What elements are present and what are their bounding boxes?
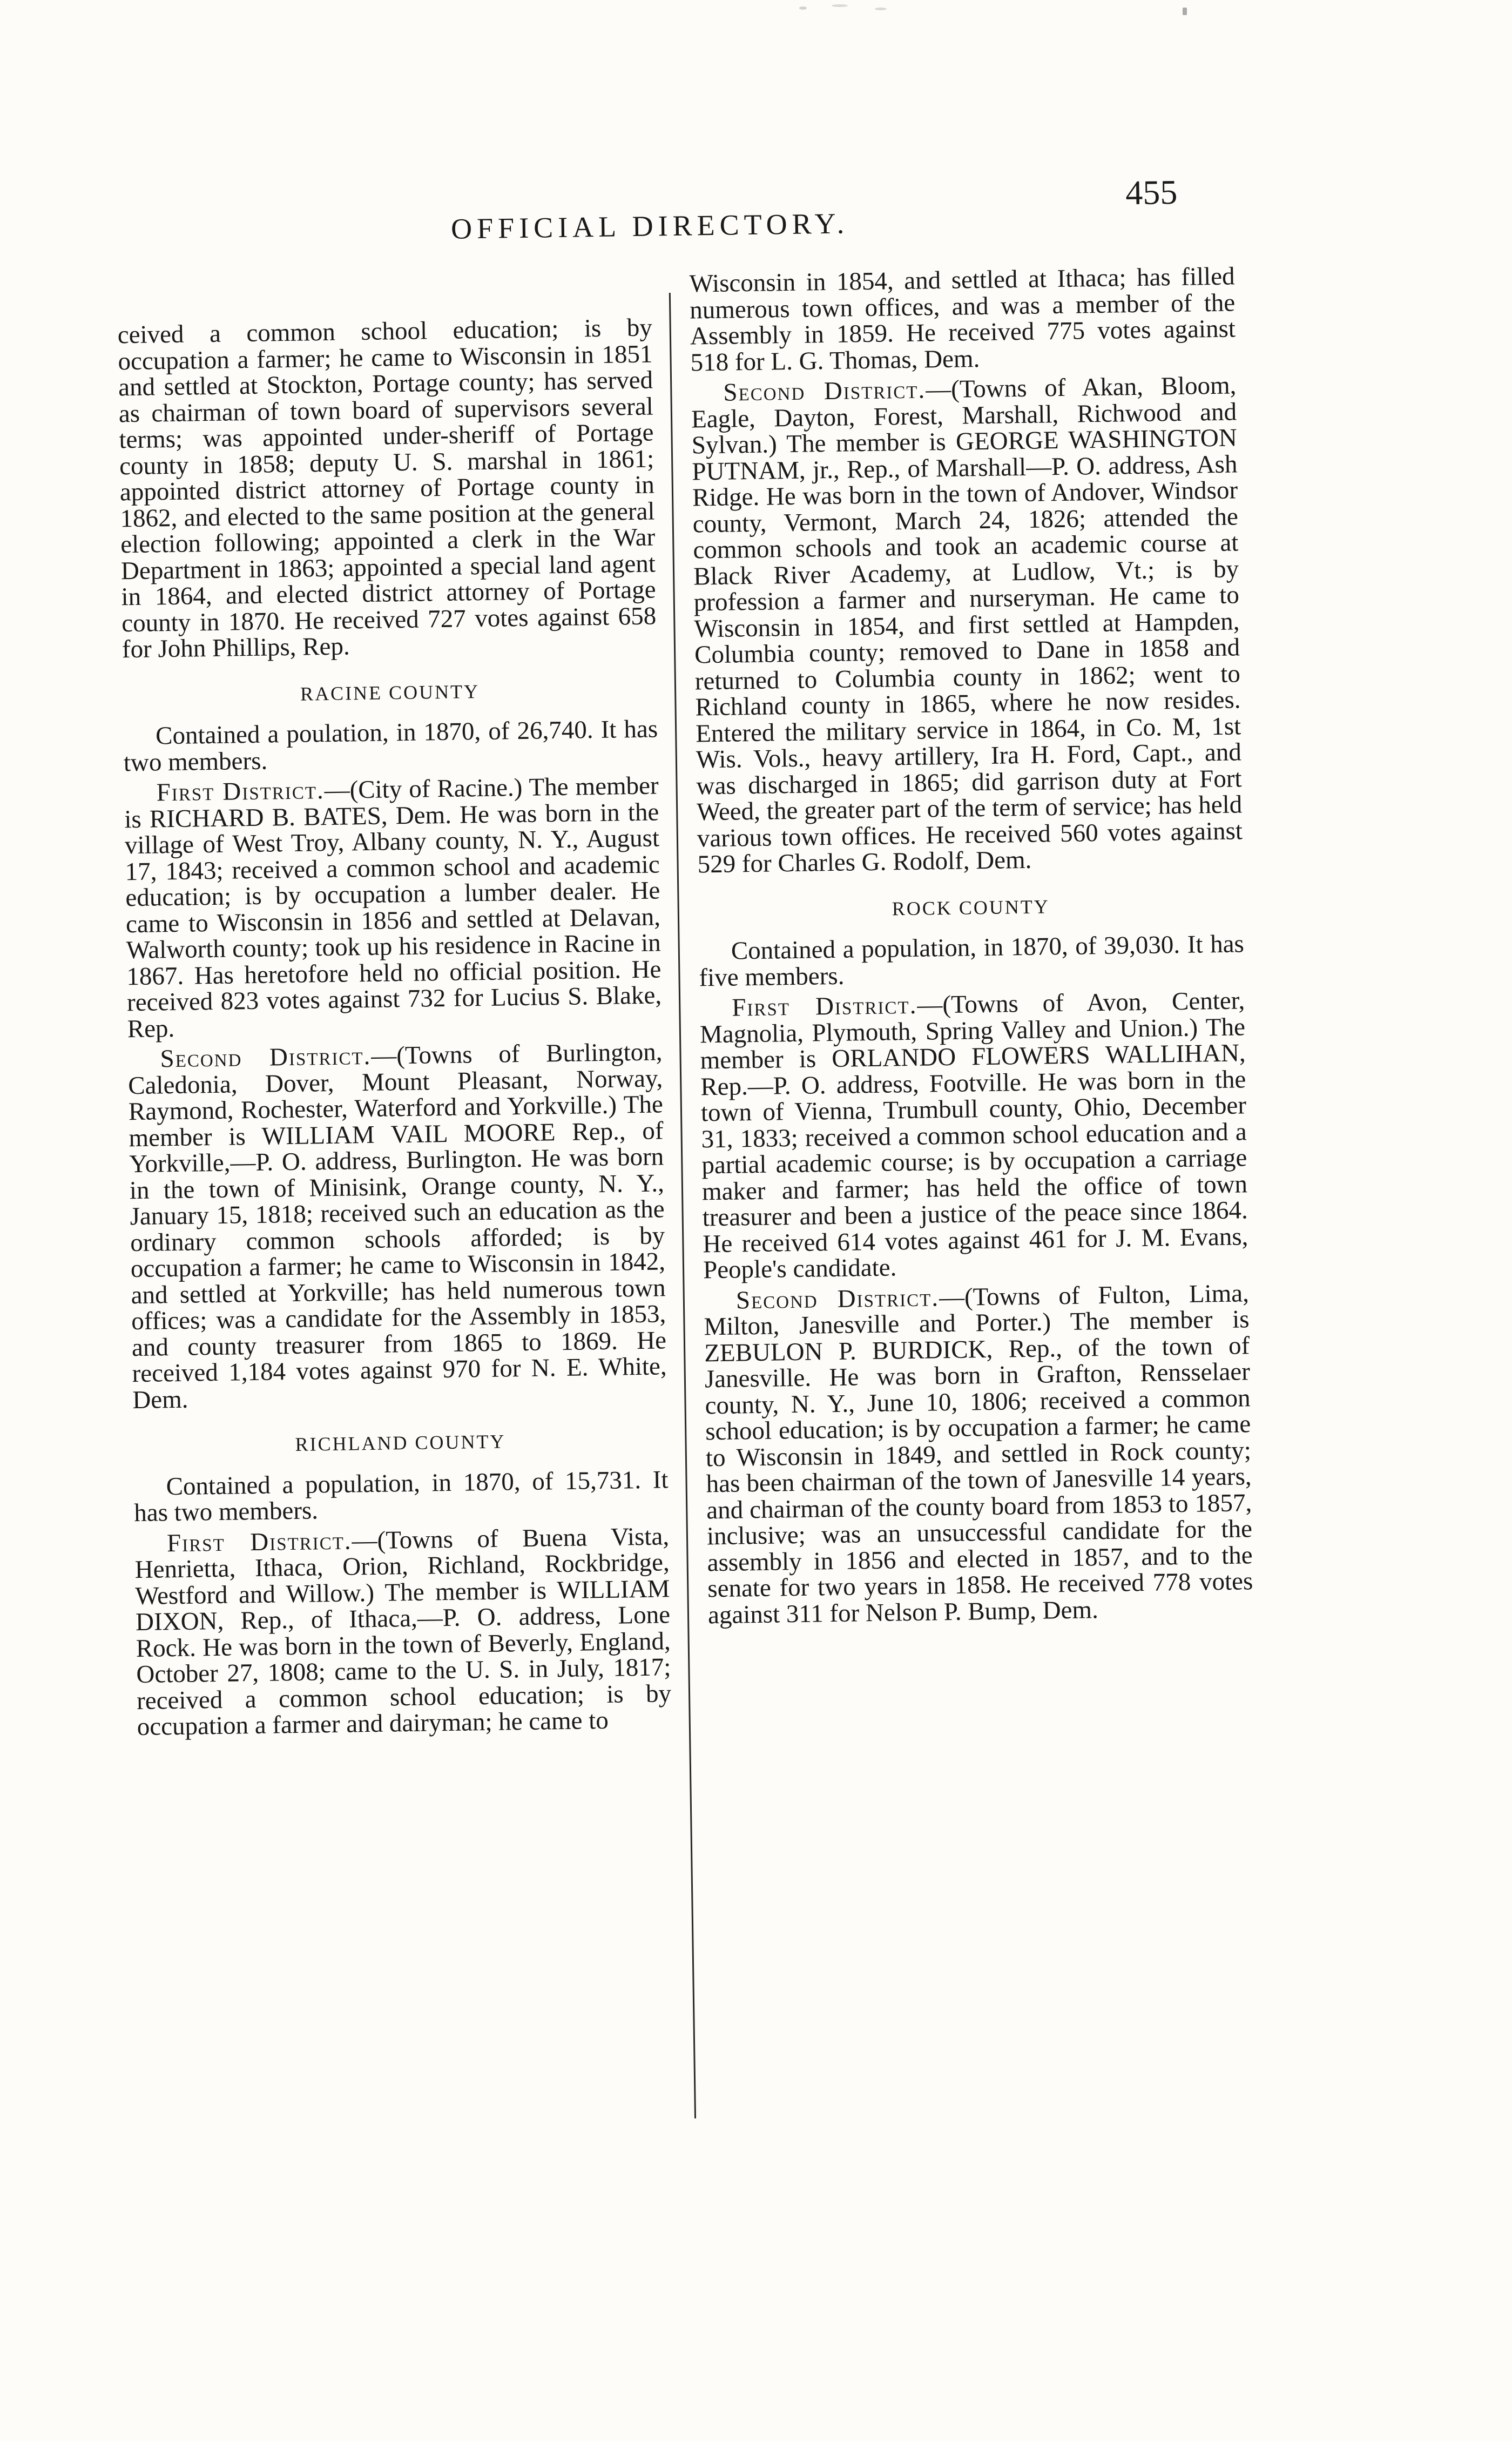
racine-population: Contained a poulation, in 1870, of 26,740. It has two members. bbox=[123, 715, 658, 777]
scan-speck bbox=[832, 4, 848, 7]
racine-second-district bbox=[127, 1039, 667, 1413]
county-heading-racine: RACINE COUNTY bbox=[300, 680, 480, 705]
scan-speck bbox=[1183, 8, 1187, 15]
scan-speck bbox=[799, 6, 807, 10]
district-label: First District. bbox=[731, 991, 917, 1022]
continued-paragraph: ceived a common school education; is by occupation a farmer; he came to Wisconsin in 1851 and settled at Stockton, Portage county; has served as chairman of town board of supervisors several terms; was appointed under-sheriff of Portage county in 1858; deputy U. S. marshal in 1861; appointed district attorney of Portage county in 1862, and elected to the same position at the general election following; appointed a clerk in the War Department in 1863; appointed a special land agent in 1864, and elected district attorney of Portage county in 1870. He received 727 votes against 658 for John Phillips, Rep. bbox=[117, 313, 657, 664]
right-column bbox=[689, 263, 1253, 1628]
richland-first-district bbox=[134, 1523, 672, 1740]
district-label: First District. bbox=[166, 1527, 352, 1557]
richland-second-district bbox=[691, 372, 1243, 878]
left-column bbox=[117, 315, 672, 1740]
continued-paragraph: Wisconsin in 1854, and settled at Ithaca; has filled numerous town offices, and was a member of the Assembly in 1859. He received 775 votes against 518 for L. G. Thomas, Dem. bbox=[689, 262, 1236, 377]
column-divider bbox=[669, 293, 696, 2119]
district-text: —(Towns of Akan, Bloom, Eagle, Dayton, Forest, Marshall, Richwood and Sylvan.) The member is GEORGE WASHINGTON PUTNAM, jr., Rep., of Marshall—P. O. address, Ash Ridge. He was born in the town of Andover, Windsor county, Vermont, March 24, 1826; attended the common schools and took an academic course at Black River Academy, at Ludlow, Vt.; is by profession a farmer and nurseryman. He came to Wisconsin in 1854, and first settled at Hampden, Columbia county; removed to Dane in 1858 and returned to Columbia county in 1862; went to Richland county in 1865, where he now resides. Entered the military service in 1864, in Co. M, 1st Wis. Vols., heavy artillery, Ira H. Ford, Capt., and was discharged in 1865; did garrison duty at Fort Weed, the greater part of the term of service; has held various town offices. He received 560 votes against 529 for Charles G. Rodolf, Dem. bbox=[691, 371, 1243, 879]
county-heading-rock: ROCK COUNTY bbox=[892, 895, 1050, 919]
richland-population: Contained a population, in 1870, of 15,731. It has two members. bbox=[133, 1465, 669, 1528]
racine-first-district bbox=[124, 772, 662, 1042]
district-text: —(Towns of Burlington, Caledonia, Dover, Mount Pleasant, Norway, Raymond, Rochester, Waterford and Yorkville.) The member is WILLIAM VAIL MOORE Rep., of Yorkville,—P. O. address, Burlington. He was born in the town of Minisink, Orange county, N. Y., January 15, 1818; received such an education as the ordinary common schools afforded; is by occupation a farmer; he came to Wisconsin in 1842, and settled at Yorkville; has held numerous town offices; was a candidate for the Assembly in 1853, and county treasurer from 1865 to 1869. He received 1,184 votes against 970 for N. E. White, Dem. bbox=[127, 1038, 667, 1414]
district-label: Second District. bbox=[735, 1283, 940, 1315]
district-label: Second District. bbox=[723, 375, 926, 407]
rock-first-district bbox=[699, 987, 1248, 1283]
page-number: 455 bbox=[1125, 172, 1178, 212]
district-label: Second District. bbox=[160, 1041, 372, 1073]
district-text: —(Towns of Avon, Center, Magnolia, Plymouth, Spring Valley and Union.) The member is ORLANDO FLOWERS WALLIHAN, Rep.—P. O. address, Footville. He was born in the town of Vienna, Trumbull county, Ohio, December 31, 1833; received a common school education and a partial academic course; is by occupation a carriage maker and farmer; has held the office of town treasurer and been a justice of the peace since 1864. He received 614 votes against 461 for J. M. Evans, People's candidate. bbox=[699, 986, 1248, 1285]
scan-speck bbox=[875, 8, 887, 10]
rock-second-district bbox=[704, 1280, 1254, 1629]
rock-population: Contained a population, in 1870, of 39,030. It has five members. bbox=[699, 930, 1245, 992]
district-text: —(Towns of Buena Vista, Henrietta, Ithaca, Orion, Richland, Rockbridge, Westford and Willow.) The member is WILLIAM DIXON, Rep., of Ithaca,—P. O. address, Lone Rock. He was born in the town of Beverly, England, October 27, 1808; came to the U. S. in July, 1817; received a common school education; is by occupation a farmer and dairyman; he came to bbox=[134, 1522, 672, 1741]
district-text: —(Towns of Fulton, Lima, Milton, Janesville and Porter.) The member is ZEBULON P. BURDICK, Rep., of the town of Janesville. He was born in Grafton, Rensselaer county, N. Y., June 10, 1806; received a common school education; is by occupation a farmer; he came to Wisconsin in 1849, and settled in Rock county; has been chairman of the town of Janesville 14 years, and chairman of the county board from 1853 to 1857, inclusive; was an unsuccessful candidate for the assembly in 1856 and elected in 1857, and to the senate for two years in 1858. He received 778 votes against 311 for Nelson P. Bump, Dem. bbox=[704, 1279, 1253, 1629]
district-text: —(City of Racine.) The member is RICHARD B. BATES, Dem. He was born in the village of West Troy, Albany county, N. Y., August 17, 1843; received a common school and academic education; is by occupation a lumber dealer. He came to Wisconsin in 1856 and settled at Delavan, Walworth county; took up his residence in Racine in 1867. Has heretofore held no official position. He received 823 votes against 732 for Lucius S. Blake, Rep. bbox=[124, 771, 662, 1043]
running-head: OFFICIAL DIRECTORY. bbox=[450, 207, 849, 245]
county-heading-richland: RICHLAND COUNTY bbox=[295, 1430, 506, 1455]
district-label: First District. bbox=[156, 776, 325, 807]
